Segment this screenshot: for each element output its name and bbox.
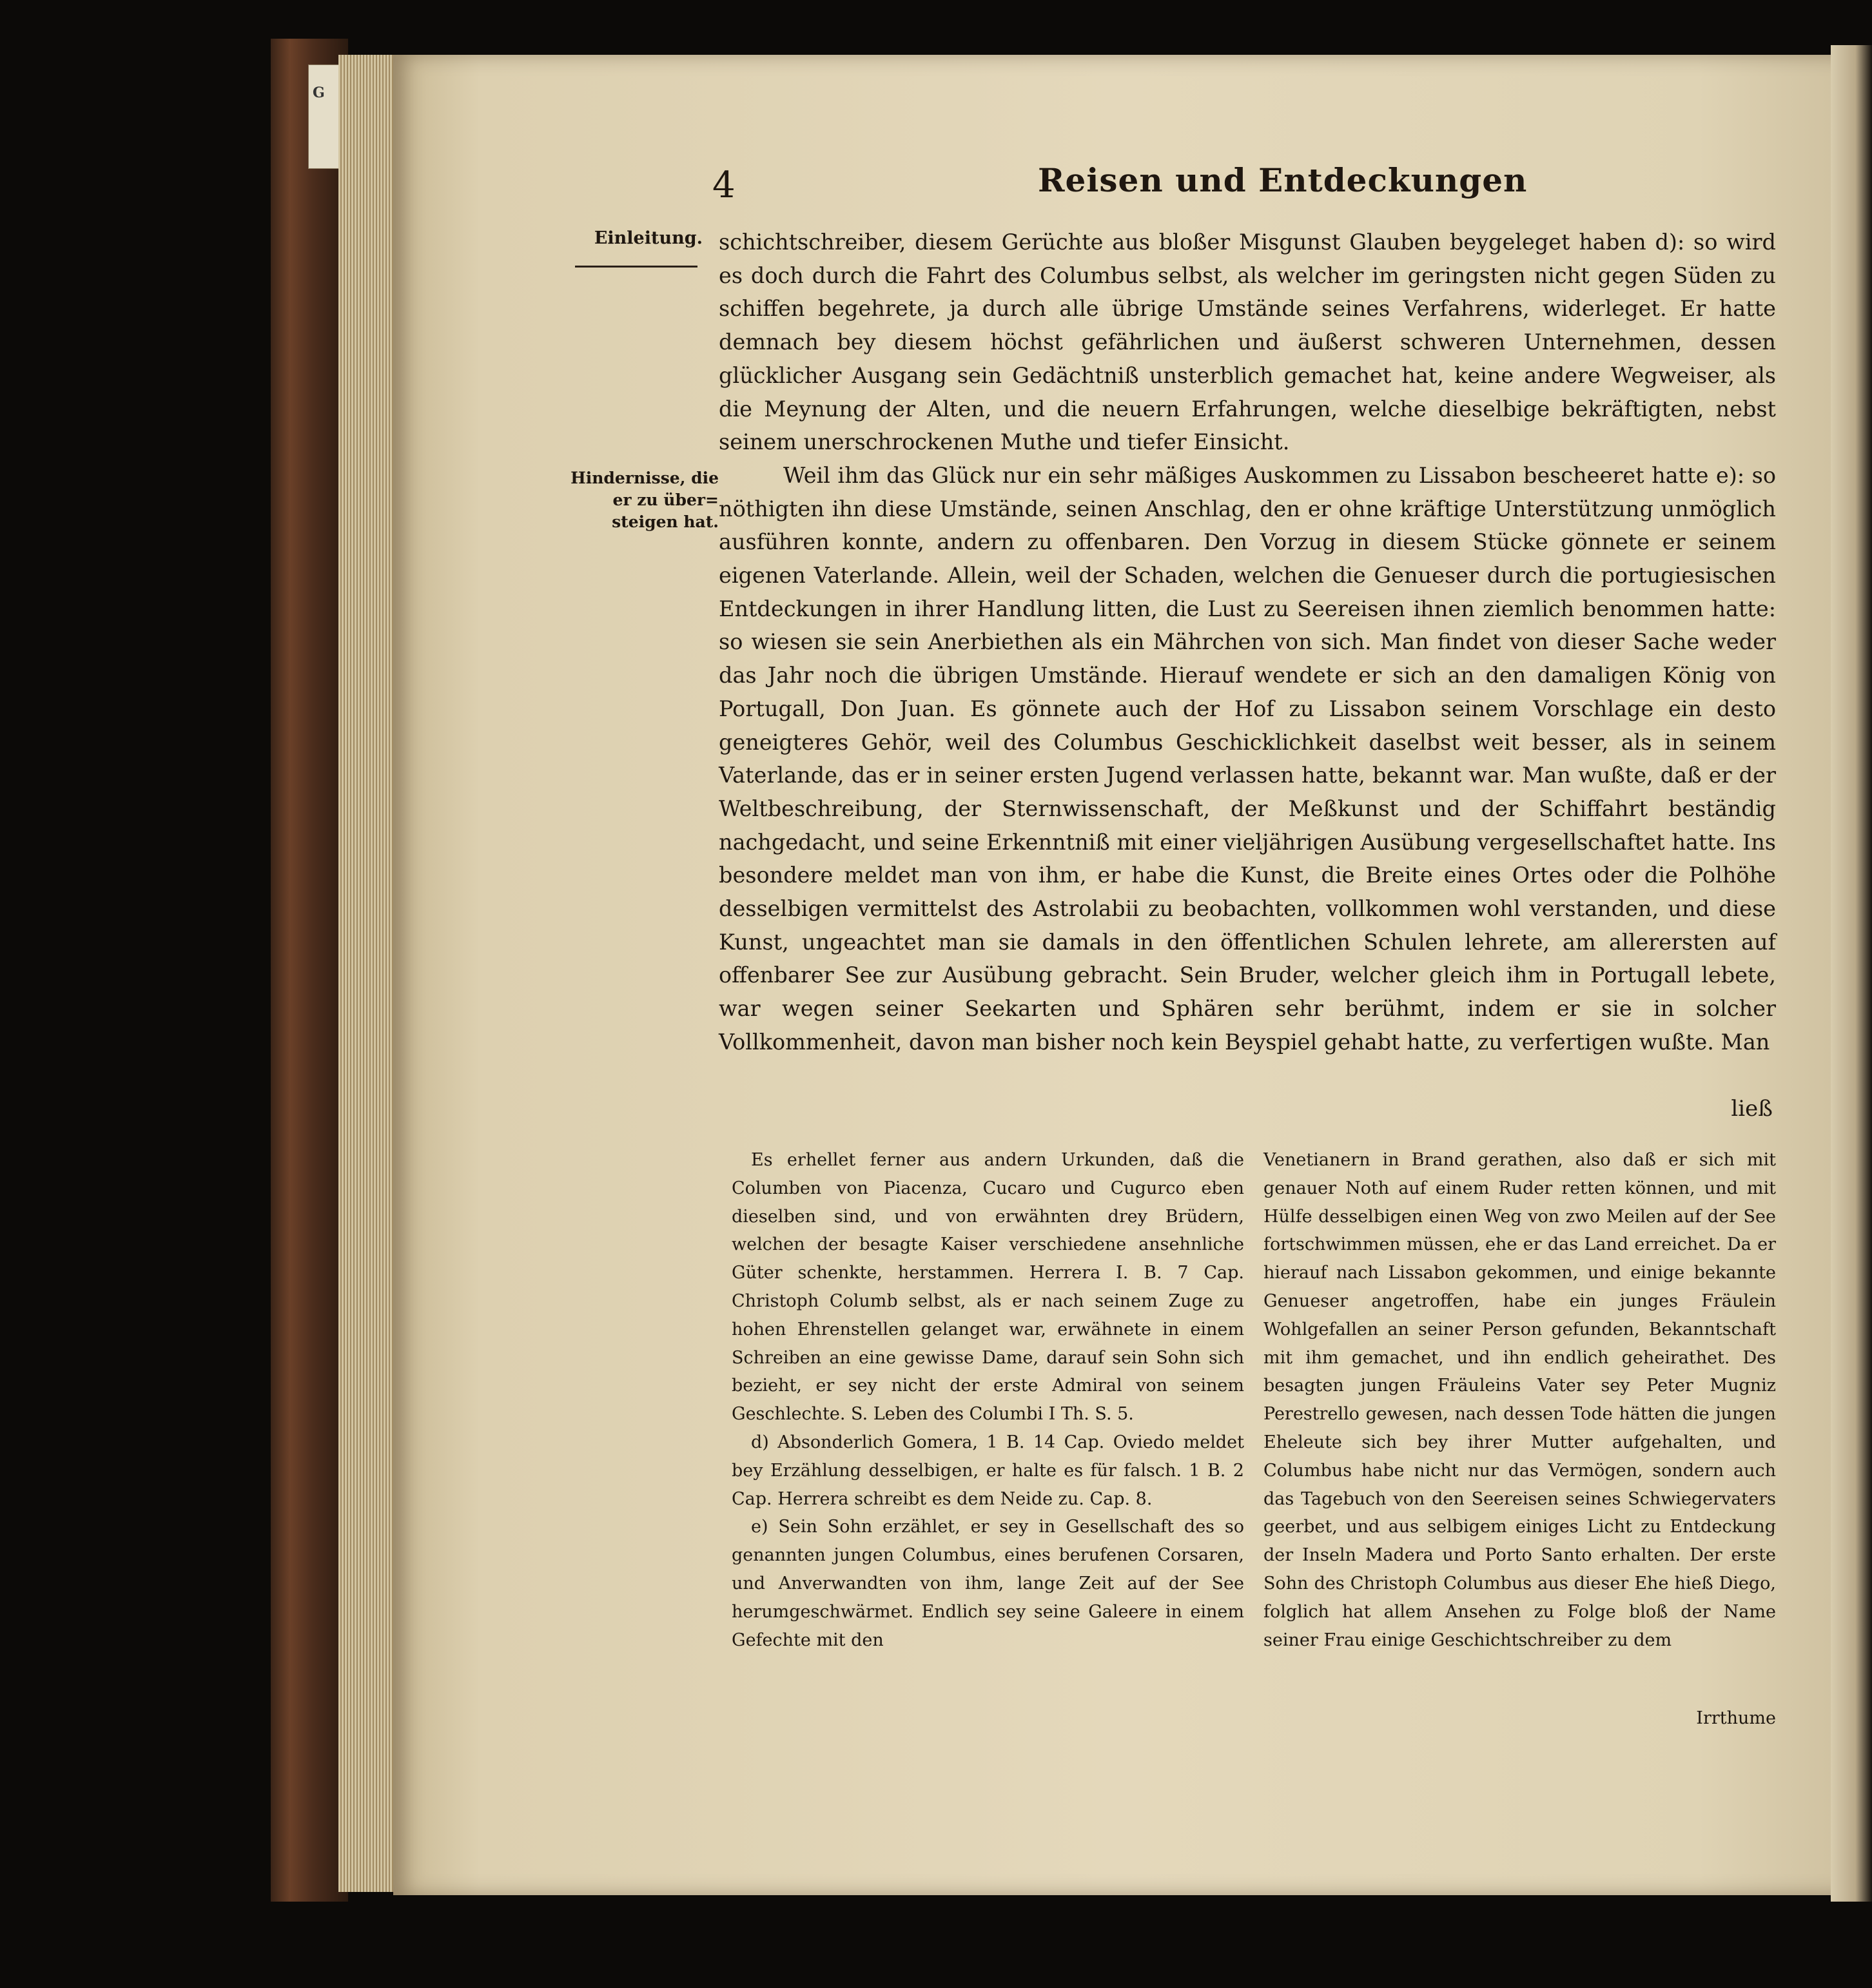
footnotes-right-column bbox=[1263, 1146, 1776, 1654]
footnotes-left-column bbox=[732, 1146, 1244, 1654]
catchword-footnotes: Irrthume bbox=[1696, 1708, 1776, 1728]
footnote-continued: Es erhellet ferner aus andern Urkunden, daß die Columben von Piacenza, Cucaro und Cugurco eben dieselben sind, und von erwähnten drey Brüdern, welchen der besagte Kaiser verschiedene ansehnliche Güter schenkte, herstammen. Herrera I. B. 7 Cap. Christoph Columb selbst, als er nach seinem Zuge zu hohen Ehrenstellen gelanget war, erwähnete in einem Schreiben an eine gewisse Dame, darauf sein Sohn sich bezieht, er sey nicht der erste Admiral von seinem Geschlechte. S. Leben des Columbi I Th. S. 5. bbox=[732, 1150, 1244, 1425]
paragraph-2: Weil ihm das Glück nur ein sehr mäßiges Auskommen zu Lissabon bescheeret hatte e): so nöthigten ihn diese Umstände, seinen Anschlag, den er ohne kräftige Unterstützung unmöglich ausführen konnte, andern zu offenbaren. Den Vorzug in diesem Stücke gönnete er seinem eigenen Vaterlande. Allein, weil der Schaden, welchen die Genueser durch die portugiesischen Entdeckungen in ihrer Handlung litten, die Lust zu Seereisen ihnen ziemlich benommen hatte: so wiesen sie sein Anerbiethen als ein Mährchen von sich. Man findet von dieser Sache weder das Jahr noch die übrigen Umstände. Hierauf wendete er sich an den damaligen König von Portugall, Don Juan. Es gönnete auch der Hof zu Lissabon seinem Vorschlage ein desto geneigteres Gehör, weil des Columbus Geschicklichkeit daselbst weit besser, als in seinem Vaterlande, das er in seiner ersten Jugend verlassen hatte, bekannt war. Man wußte, daß er der Weltbeschreibung, der Sternwissenschaft, der Meßkunst und der Schiffahrt beständig nachgedacht, und seine Erkenntniß mit einer vieljährigen Ausübung vergesellschaftet hatte. Ins besondere meldet man von ihm, er habe die Kunst, die Breite eines Ortes oder die Polhöhe desselbigen vermittelst des Astrolabii zu beobachten, vollkommen wohl verstanden, und diese Kunst, ungeachtet man sie damals in den öffentlichen Schulen lehrete, am allerersten auf offenbarer See zur Ausübung gebracht. Sein Bruder, welcher gleich ihm in Portugall lebete, war wegen seiner Seekarten und Sphären sehr berühmt, indem er sie in solcher Vollkommenheit, davon man bisher noch kein Beyspiel gehabt hatte, zu verfertigen wußte. Man bbox=[719, 462, 1776, 1055]
right-page-edge bbox=[1831, 45, 1872, 1902]
book-binding bbox=[271, 39, 348, 1902]
main-text bbox=[719, 226, 1776, 1059]
catchword-main: ließ bbox=[1731, 1096, 1773, 1122]
previous-page-fragment: G bbox=[313, 84, 325, 101]
page-stack-edge bbox=[338, 55, 400, 1892]
margin-flourish bbox=[575, 266, 697, 268]
previous-page-edge bbox=[308, 64, 342, 169]
margin-note-obstacles: Hindernisse, die er zu über= steigen hat. bbox=[570, 469, 719, 531]
margin-note-introduction: Einleitung. bbox=[594, 228, 703, 248]
running-head: Reisen und Entdeckungen bbox=[1038, 161, 1528, 199]
footnote-e-continued: Venetianern in Brand gerathen, also daß er sich mit genauer Noth auf einem Ruder retten können, und mit Hülfe desselbigen einen Weg von zwo Meilen auf der See fortschwimmen müssen, ehe er das Land erreichet. Da er hierauf nach Lissabon gekommen, und einige bekannte Genueser angetroffen, habe ein junges Fräulein Wohlgefallen an seiner Person gefunden, Bekanntschaft mit ihm gemachet, und ihn endlich geheirathet. Des besagten jungen Fräuleins Vater sey Peter Mugniz Perestrello gewesen, nach dessen Tode hätten die jungen Eheleute sich bey ihrer Mutter aufgehalten, und Columbus habe nicht nur das Vermögen, sondern auch das Tagebuch von den Seereisen seines Schwiegervaters geerbet, und aus selbigem einiges Licht zu Entdeckung der Inseln Madera und Porto Santo erhalten. Der erste Sohn des Christoph Columbus aus dieser Ehe hieß Diego, folglich hat allem Ansehen zu Folge bloß der Name seiner Frau einige Geschichtschreiber zu dem bbox=[1263, 1150, 1776, 1650]
footnote-e: e) Sein Sohn erzählet, er sey in Gesellschaft des so genannten jungen Columbus, eines berufenen Corsaren, und Anverwandten von ihm, lange Zeit auf der See herumgeschwärmet. Endlich sey seine Galeere in einem Gefechte mit den bbox=[732, 1517, 1244, 1650]
footnote-d: d) Absonderlich Gomera, 1 B. 14 Cap. Oviedo meldet bey Erzählung desselbigen, er halte es für falsch. 1 B. 2 Cap. Herrera schreibt es dem Neide zu. Cap. 8. bbox=[732, 1432, 1244, 1509]
paragraph-1: schichtschreiber, diesem Gerüchte aus bloßer Misgunst Glauben beygeleget haben d): so wird es doch durch die Fahrt des Columbus selbst, als welcher im geringsten nicht gegen Süden zu schiffen begehrete, ja durch alle übrige Umstände seines Verfahrens, widerleget. Er hatte demnach bey diesem höchst gefährlichen und äußerst schweren Unternehmen, dessen glücklicher Ausgang sein Gedächtniß unsterblich gemachet hat, keine andere Wegweiser, als die Meynung der Alten, und die neuern Erfahrungen, welche dieselbige bekräftigten, nebst seinem unerschrockenen Muthe und tiefer Einsicht. bbox=[719, 229, 1776, 455]
page-number: 4 bbox=[712, 164, 736, 206]
